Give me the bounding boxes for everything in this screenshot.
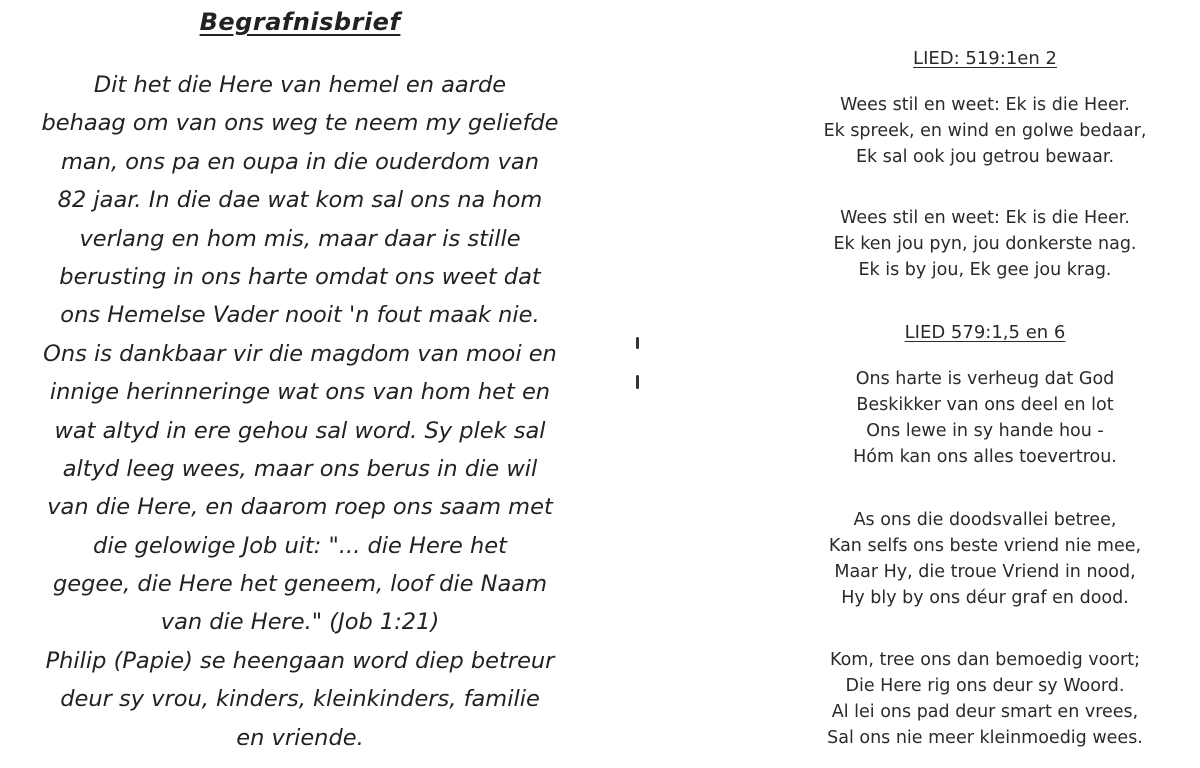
verse-line: Ons harte is verheug dat God xyxy=(855,369,1115,389)
verse-line: Sal ons nie meer kleinmoedig wees. xyxy=(827,728,1143,748)
verse-line: Beskikker van ons deel en lot xyxy=(856,395,1114,415)
verse-line: Ek sal ook jou getrou bewaar. xyxy=(855,147,1115,167)
letter-line: gegee, die Here het geneem, loof die Naam xyxy=(52,571,547,598)
verse-line: Al lei ons pad deur smart en vrees, xyxy=(831,702,1139,722)
letter-line: innige herinneringe wat ons van hom het en xyxy=(49,379,551,406)
verse-line: Wees stil en weet: Ek is die Heer. xyxy=(840,208,1130,228)
letter-line: man, ons pa en oupa in die ouderdom van xyxy=(61,148,539,175)
hymn-579-verse-1 xyxy=(770,366,1200,470)
verse-line: Maar Hy, die troue Vriend in nood, xyxy=(834,562,1136,582)
funeral-letter-title: Begrafnisbrief xyxy=(199,8,401,36)
verse-line: Ek ken jou pyn, jou donkerste nag. xyxy=(833,234,1137,254)
hymn-519-verse-1 xyxy=(770,92,1200,170)
verse-line: Ek spreek, en wind en golwe bedaar, xyxy=(823,121,1147,141)
verse-line: Ons lewe in sy hande hou - xyxy=(866,421,1104,441)
scan-speck xyxy=(636,337,639,349)
verse-line: Die Here rig ons deur sy Woord. xyxy=(845,676,1125,696)
verse-line: Hy bly by ons déur graf en dood. xyxy=(841,588,1129,608)
letter-line: verlang en hom mis, maar daar is stille xyxy=(79,225,521,252)
hymn-heading-579: LIED 579:1,5 en 6 xyxy=(904,322,1066,343)
hymn-579-verse-3 xyxy=(770,647,1200,751)
letter-line: Philip (Papie) se heengaan word diep betreur xyxy=(45,647,555,674)
letter-line: Dit het die Here van hemel en aarde xyxy=(93,72,507,98)
hymn-519-verse-2 xyxy=(770,205,1200,283)
letter-line: altyd leeg wees, maar ons berus in die wil xyxy=(62,455,538,482)
verse-line: Kom, tree ons dan bemoedig voort; xyxy=(830,650,1140,670)
letter-line: die gelowige Job uit: "... die Here het xyxy=(93,532,507,559)
hymn-579-verse-2 xyxy=(770,507,1200,611)
letter-line: en vriende. xyxy=(236,724,364,751)
verse-line: As ons die doodsvallei betree, xyxy=(853,510,1117,530)
verse-line: Hóm kan ons alles toevertrou. xyxy=(853,447,1117,467)
letter-line: ons Hemelse Vader nooit 'n fout maak nie. xyxy=(60,302,540,329)
letter-line: berusting in ons harte omdat ons weet dat xyxy=(59,263,541,290)
letter-line: wat altyd in ere gehou sal word. Sy plek sal xyxy=(54,417,546,444)
scan-speck xyxy=(636,375,639,389)
letter-line: Ons is dankbaar vir die magdom van mooi en xyxy=(43,340,557,367)
letter-line: van die Here, en daarom roep ons saam met xyxy=(47,494,553,521)
hymns-panel xyxy=(770,0,1200,768)
verse-line: Kan selfs ons beste vriend nie mee, xyxy=(828,536,1142,556)
letter-line: van die Here." (Job 1:21) xyxy=(160,609,440,636)
verse-line: Ek is by jou, Ek gee jou krag. xyxy=(858,260,1112,280)
funeral-letter-body xyxy=(0,66,600,757)
hymn-heading-519: LIED: 519:1en 2 xyxy=(913,48,1057,69)
letter-line: deur sy vrou, kinders, kleinkinders, familie xyxy=(60,686,540,713)
verse-line: Wees stil en weet: Ek is die Heer. xyxy=(840,95,1130,115)
letter-line: behaag om van ons weg te neem my geliefde xyxy=(41,110,559,137)
letter-line: 82 jaar. In die dae wat kom sal ons na hom xyxy=(57,187,543,214)
